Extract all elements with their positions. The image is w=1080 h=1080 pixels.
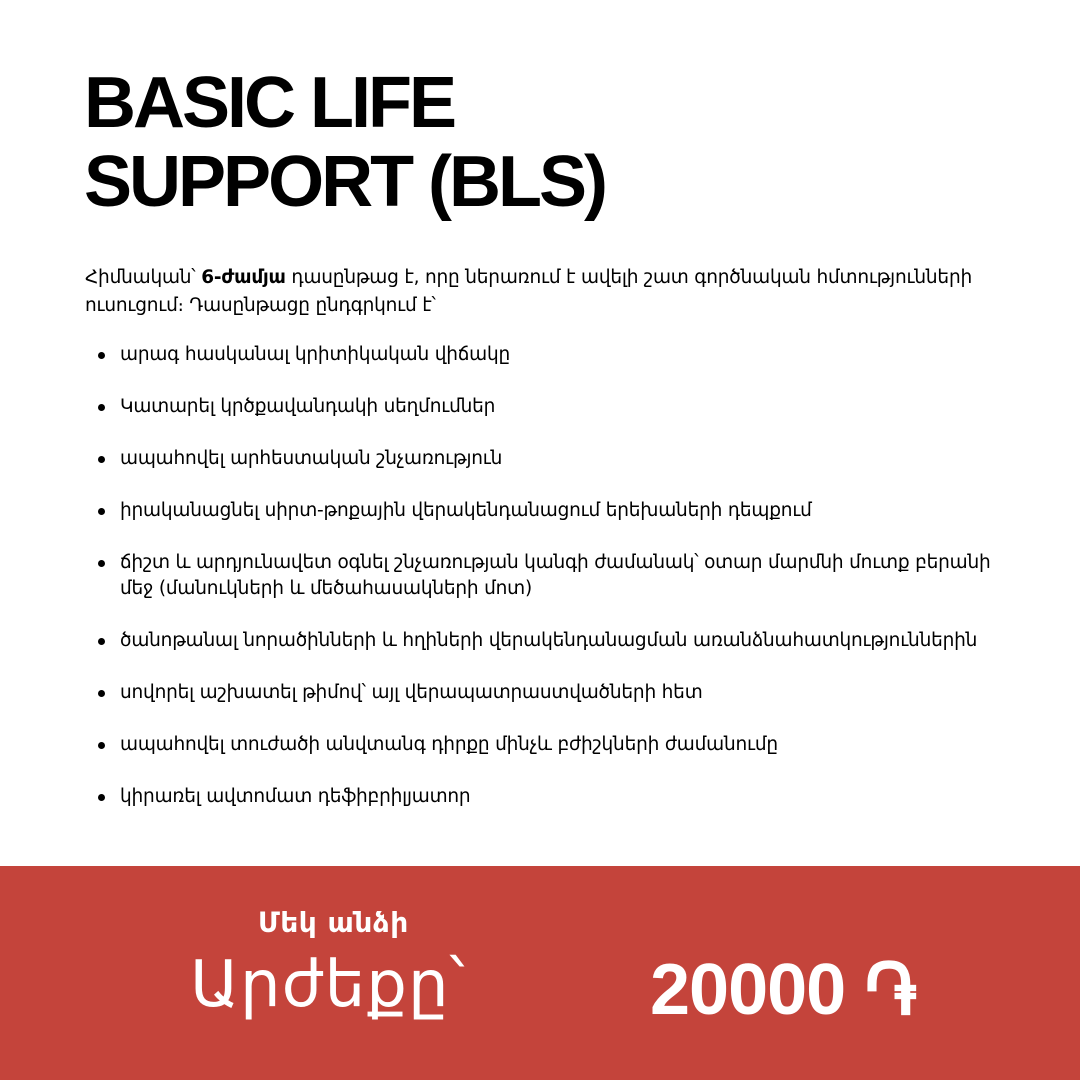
intro-before: Հիմնական՝ — [85, 267, 202, 288]
list-item: ծանոթանալ նորածինների և հղիների վերակենդանացման առանձնահատկություններին — [98, 628, 998, 654]
list-item: ճիշտ և արդյունավետ օգնել շնչառության կանգի ժամանակ՝ օտար մարմնի մուտք բերանի մեջ (մանուկների և մեծահասակների մոտ) — [98, 550, 998, 602]
list-item: արագ հասկանալ կրիտիկական վիճակը — [98, 342, 998, 368]
list-item: իրականացնել սիրտ-թոքային վերակենդանացում երեխաների դեպքում — [98, 498, 998, 524]
price-band — [0, 866, 1080, 1080]
title-line-1: BASIC LIFE — [84, 63, 455, 143]
list-item: ապահովել արհեստական շնչառություն — [98, 446, 998, 472]
price-per-person: Մեկ անձի — [258, 906, 409, 939]
course-topics-list — [98, 342, 998, 836]
price-label: Արժեքը՝ — [190, 948, 466, 1022]
list-item: սովորել աշխատել թիմով՝ այլ վերապատրաստվածների հետ — [98, 680, 998, 706]
intro-duration: 6-ժամյա — [201, 267, 286, 288]
list-item: Կատարել կրծքավանդակի սեղմումներ — [98, 394, 998, 420]
intro-after: դասընթաց է, որը ներառում է ավելի շատ գործնական հմտությունների ուսուցում։ Դասընթացը ընդգրկում է՝ — [85, 267, 972, 316]
list-item: կիրառել ավտոմատ դեֆիբրիլյատոր — [98, 784, 998, 810]
title-line-2: SUPPORT (BLS) — [84, 142, 606, 222]
price-value: 20000 ֏ — [650, 950, 917, 1030]
page-title — [84, 64, 984, 222]
list-item: ապահովել տուժածի անվտանգ դիրքը մինչև բժիշկների ժամանումը — [98, 732, 998, 758]
intro-paragraph — [85, 264, 985, 320]
